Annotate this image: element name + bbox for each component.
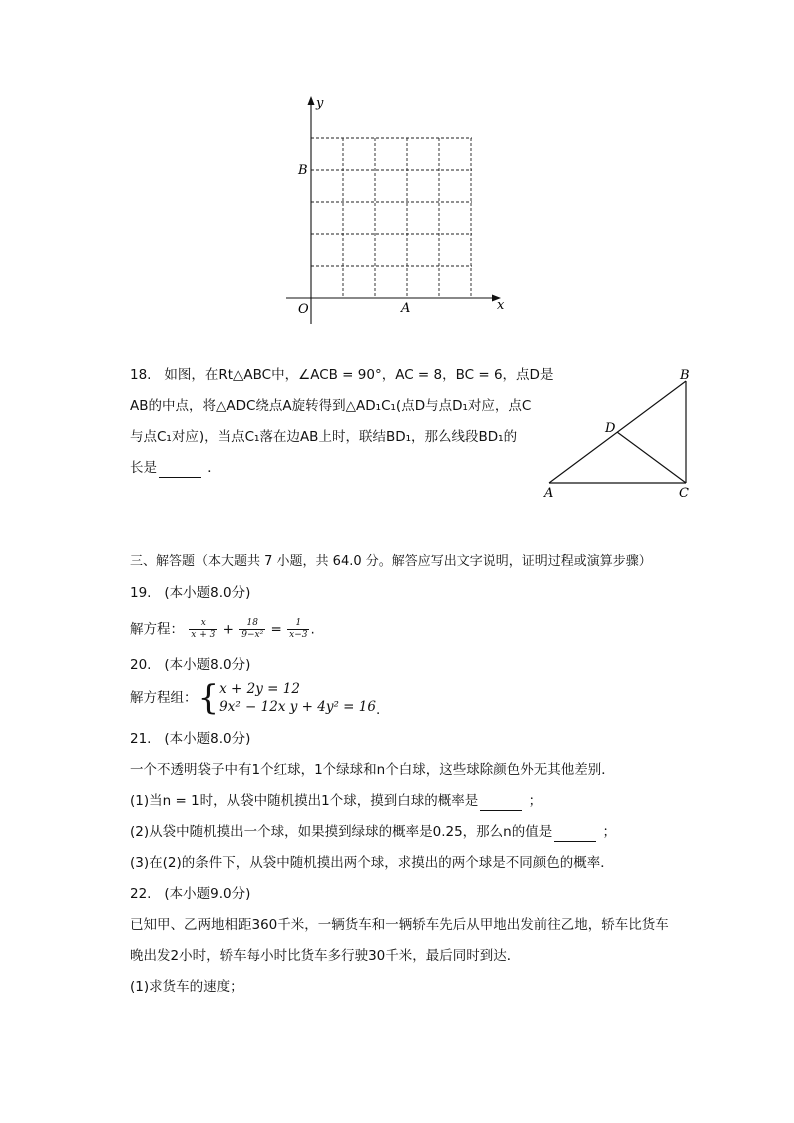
q18-text-3: 与点C₁对应)，当点C₁落在边AB上时，联结BD₁，那么线段BD₁的 <box>130 429 518 445</box>
vertex-b-label: B <box>680 368 690 383</box>
q20-end: . <box>375 702 381 718</box>
q21-stem: 一个不透明袋子中有1个红球，1个绿球和n个白球，这些球除颜色外无其他差别． <box>130 762 615 778</box>
q21-part-3: (3)在(2)的条件下，从袋中随机摸出两个球，求摸出的两个球是不同颜色的概率． <box>130 855 614 871</box>
q21-part-1-end: ； <box>528 793 543 809</box>
q19-end: . <box>310 621 315 638</box>
q19-plus: + <box>222 621 234 638</box>
q21-part-2-end: ； <box>602 824 617 840</box>
q19-equation <box>130 618 315 641</box>
grid-dashed-lines <box>311 138 472 298</box>
point-d-label: D <box>605 421 616 436</box>
vertex-a-label: A <box>544 486 554 501</box>
q20-equations <box>219 680 376 716</box>
q18-text-end: ． <box>207 460 221 476</box>
q21-header: 21. (本小题8.0分) <box>130 731 251 747</box>
q20-system <box>130 680 380 728</box>
q21-part-2-text: (2)从袋中随机摸出一个球，如果摸到绿球的概率是0.25，那么n的值是 <box>130 824 553 840</box>
q19-fraction-2: $\frac{18}{\text{9−x²}}$ <box>241 618 264 640</box>
q20-prefix: 解方程组： <box>130 690 198 706</box>
q18-line-1 <box>130 365 553 385</box>
q18-answer-blank[interactable] <box>159 463 201 478</box>
vertex-c-label: C <box>679 486 689 501</box>
q19-header: 19. (本小题8.0分) <box>130 585 251 601</box>
q19-fraction-3: $\frac{1}{x-3}$ <box>289 618 308 640</box>
origin-label: O <box>298 302 309 317</box>
point-a-label: A <box>401 301 411 316</box>
y-axis-arrow <box>308 96 315 105</box>
q20-equation-2: 9x² − 12x y + 4y² = 16 <box>219 699 376 715</box>
q22-line-1: 已知甲、乙两地相距360千米，一辆货车和一辆轿车先后从甲地出发前往乙地，轿车比货车 <box>130 917 669 933</box>
q19-prefix: 解方程： <box>130 621 184 638</box>
q18-line-2 <box>130 396 531 416</box>
coordinate-grid-figure <box>280 90 520 330</box>
q18-line-4 <box>130 458 221 478</box>
system-brace: { <box>197 678 220 718</box>
q22-part-1: (1)求货车的速度； <box>130 979 244 995</box>
q19-fraction-1: $\frac{x}{x + 3}$ <box>191 618 216 640</box>
y-axis-label: y <box>316 96 324 111</box>
section-3-title: 三、解答题（本大题共 7 小题，共 64.0 分。解答应写出文字说明，证明过程或演算步骤） <box>130 554 652 569</box>
q19-equals: = <box>270 621 282 638</box>
q18-number: 18. <box>130 367 152 383</box>
q21-part-1-text: (1)当n = 1时，从袋中随机摸出1个球，摸到白球的概率是 <box>130 793 479 809</box>
segment-dc <box>617 432 686 483</box>
q18-text-4: 长是 <box>130 460 157 476</box>
q21-part-2 <box>130 822 616 842</box>
triangle-figure <box>540 366 700 502</box>
q21-part-2-blank[interactable] <box>554 827 596 842</box>
q18-text-2: AB的中点，将△ADC绕点A旋转得到△AD₁C₁(点D与点D₁对应，点C <box>130 398 532 414</box>
q20-equation-1: x + 2y = 12 <box>219 681 300 697</box>
point-b-label: B <box>298 163 308 178</box>
q20-header: 20. (本小题8.0分) <box>130 657 251 673</box>
x-axis-label: x <box>497 298 505 313</box>
q22-header: 22. (本小题9.0分) <box>130 886 251 902</box>
q18-text-1: 如图，在Rt△ABC中，∠ACB = 90°，AC = 8，BC = 6，点D是 <box>164 367 554 383</box>
q22-line-2: 晚出发2小时，轿车每小时比货车多行驶30千米，最后同时到达． <box>130 948 521 964</box>
q21-part-1-blank[interactable] <box>480 796 522 811</box>
q18-line-3 <box>130 427 517 447</box>
q21-part-1 <box>130 791 542 811</box>
